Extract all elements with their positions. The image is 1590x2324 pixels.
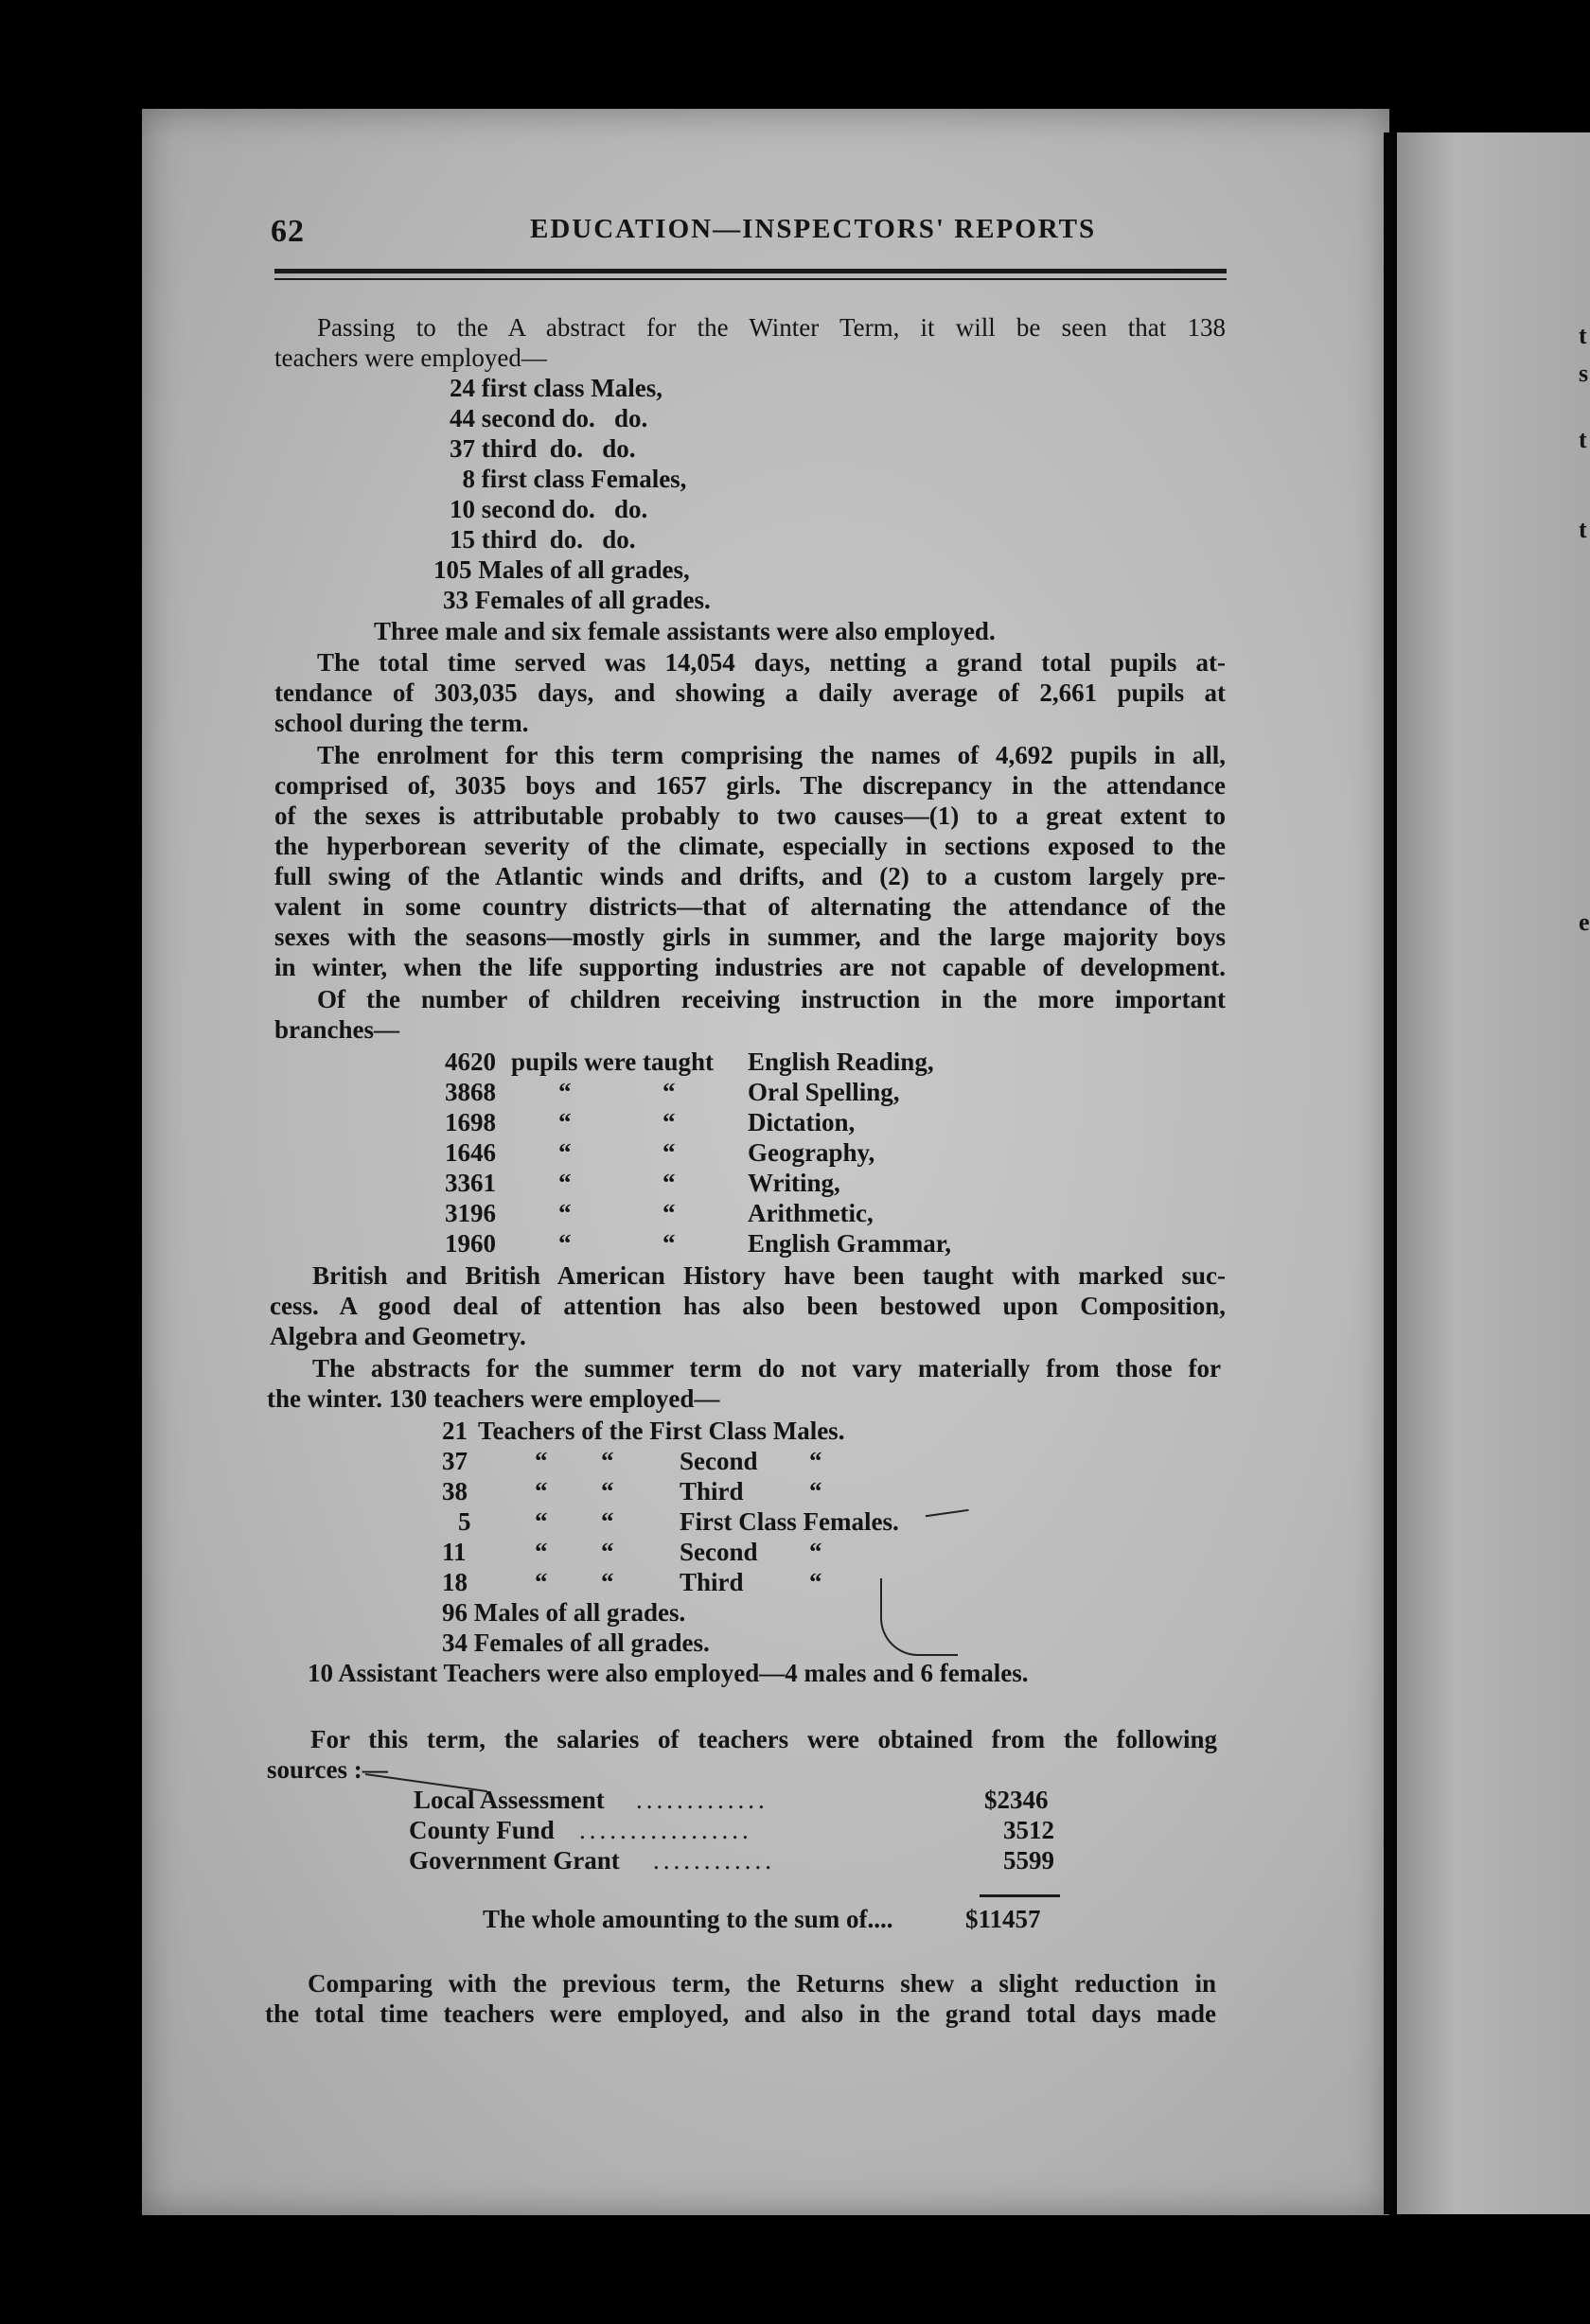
ditto-mark: “ bbox=[662, 1199, 676, 1227]
paragraph-line: comprised of, 3035 boys and 1657 girls. The discrepancy in the attendance bbox=[274, 771, 1226, 800]
ditto-mark: “ bbox=[809, 1477, 822, 1505]
intro-line: teachers were employed— bbox=[274, 343, 547, 372]
ditto-mark: “ bbox=[601, 1447, 614, 1475]
paragraph-line: school during the term. bbox=[274, 709, 529, 737]
adjacent-page-char: s bbox=[1579, 360, 1589, 387]
paragraph-line: British and British American History have been taught with marked suc- bbox=[312, 1261, 1226, 1290]
ditto-mark: “ bbox=[558, 1138, 572, 1167]
ditto-mark: “ bbox=[558, 1229, 572, 1258]
winter-teacher-row: 33 Females of all grades. bbox=[443, 586, 711, 614]
branch-subject: Writing, bbox=[748, 1169, 840, 1197]
winter-teacher-row: 105 Males of all grades, bbox=[433, 555, 690, 584]
header-rule bbox=[274, 269, 1227, 273]
ditto-mark: “ bbox=[809, 1568, 822, 1596]
summer-label: Second bbox=[680, 1538, 758, 1566]
summer-label: First Class Females. bbox=[680, 1507, 899, 1536]
paragraph-line: For this term, the salaries of teachers were obtained from the following bbox=[310, 1725, 1217, 1753]
paragraph-line: in winter, when the life supporting industries are not capable of development. bbox=[274, 953, 1226, 981]
ditto-mark: “ bbox=[601, 1538, 614, 1566]
ditto-mark: “ bbox=[662, 1078, 676, 1106]
branch-subject: Arithmetic, bbox=[748, 1199, 874, 1227]
branch-count: 1646 bbox=[445, 1138, 496, 1167]
paragraph-line: Comparing with the previous term, the Returns shew a slight reduction in bbox=[308, 1969, 1216, 1998]
paragraph-line: The enrolment for this term comprising the names of 4,692 pupils in all, bbox=[317, 741, 1226, 769]
winter-teacher-row: 8 first class Females, bbox=[450, 465, 687, 493]
paragraph-line: the total time teachers were employed, and also in the grand total days made bbox=[265, 1999, 1216, 2028]
paragraph-line: the hyperborean severity of the climate, especially in sections exposed to the bbox=[274, 832, 1226, 860]
adjacent-page-edge bbox=[1397, 132, 1590, 2214]
ditto-mark: “ bbox=[601, 1507, 614, 1536]
summer-label: Third bbox=[680, 1477, 744, 1505]
winter-teacher-row: 15 third do. do. bbox=[450, 525, 636, 554]
summer-count: 11 bbox=[442, 1538, 467, 1566]
summer-total-row: 96 Males of all grades. bbox=[442, 1598, 686, 1627]
branch-subject: English Reading, bbox=[748, 1048, 934, 1076]
ditto-mark: “ bbox=[809, 1447, 822, 1475]
ditto-mark: “ bbox=[558, 1199, 572, 1227]
branch-count: 1698 bbox=[445, 1108, 496, 1136]
adjacent-page-char: t bbox=[1579, 426, 1587, 453]
ditto-mark: “ bbox=[558, 1108, 572, 1136]
ditto-mark: “ bbox=[601, 1477, 614, 1505]
paragraph-line: of the sexes is attributable probably to two causes—(1) to a great extent to bbox=[274, 801, 1226, 830]
salary-amount: $2346 bbox=[984, 1786, 1049, 1814]
summer-label: Teachers of the First Class Males. bbox=[478, 1417, 845, 1445]
branch-count: 3196 bbox=[445, 1199, 496, 1227]
paragraph-line: the winter. 130 teachers were employed— bbox=[267, 1384, 720, 1413]
summer-count: 38 bbox=[442, 1477, 468, 1505]
paragraph-line: The total time served was 14,054 days, netting a grand total pupils at- bbox=[317, 648, 1226, 677]
branch-count: 3361 bbox=[445, 1169, 496, 1197]
branch-subject: English Grammar, bbox=[748, 1229, 952, 1258]
adjacent-page-char: e bbox=[1579, 908, 1590, 936]
salary-total-amount: $11457 bbox=[965, 1905, 1041, 1933]
paragraph-line: Of the number of children receiving instruction in the more important bbox=[317, 985, 1226, 1013]
paragraph-line: full swing of the Atlantic winds and drifts, and (2) to a custom largely pre- bbox=[274, 862, 1226, 890]
intro-line: Passing to the A abstract for the Winter Term, it will be seen that 138 bbox=[317, 313, 1226, 342]
winter-teacher-row: 37 third do. do. bbox=[450, 434, 636, 463]
assistants-winter: Three male and six female assistants were also employed. bbox=[374, 617, 996, 645]
ditto-mark: “ bbox=[662, 1108, 676, 1136]
branch-subject: Geography, bbox=[748, 1138, 875, 1167]
adjacent-page-char: t bbox=[1579, 322, 1587, 349]
salary-amount: 5599 bbox=[1003, 1846, 1054, 1875]
ditto-mark: “ bbox=[558, 1078, 572, 1106]
summer-label: Third bbox=[680, 1568, 744, 1596]
paragraph-line: tendance of 303,035 days, and showing a daily average of 2,661 pupils at bbox=[274, 678, 1226, 707]
ditto-mark: “ bbox=[662, 1138, 676, 1167]
paragraph-line: sources :— bbox=[267, 1755, 388, 1784]
summer-count: 21 bbox=[442, 1417, 468, 1445]
paragraph-line: cess. A good deal of attention has also been bestowed upon Composition, bbox=[270, 1292, 1226, 1320]
leader-dots: ............ bbox=[653, 1846, 775, 1875]
leader-dots: ................. bbox=[579, 1816, 752, 1844]
ditto-mark: “ bbox=[662, 1169, 676, 1197]
header-rule-thin bbox=[274, 278, 1227, 280]
paragraph-line: Algebra and Geometry. bbox=[270, 1322, 526, 1350]
paragraph-line: valent in some country districts—that of alternating the attendance of the bbox=[274, 892, 1226, 921]
leader-dots: ............. bbox=[636, 1786, 768, 1814]
ditto-mark: “ bbox=[535, 1568, 548, 1596]
ditto-mark: “ bbox=[535, 1477, 548, 1505]
ditto-mark: “ bbox=[662, 1229, 676, 1258]
page-number: 62 bbox=[271, 214, 305, 249]
summer-count: 18 bbox=[442, 1568, 468, 1596]
ditto-mark: “ bbox=[535, 1447, 548, 1475]
paragraph-line: branches— bbox=[274, 1015, 400, 1044]
winter-teacher-row: 24 first class Males, bbox=[450, 374, 662, 402]
pen-annotation bbox=[880, 1578, 958, 1656]
book-spine bbox=[1384, 132, 1395, 2214]
summer-count: 37 bbox=[442, 1447, 468, 1475]
winter-teacher-row: 10 second do. do. bbox=[450, 495, 648, 523]
branch-count: 4620 bbox=[445, 1048, 496, 1076]
ditto-mark: “ bbox=[558, 1169, 572, 1197]
ditto-mark: “ bbox=[601, 1568, 614, 1596]
branch-count: 3868 bbox=[445, 1078, 496, 1106]
summer-label: Second bbox=[680, 1447, 758, 1475]
salary-source: County Fund bbox=[409, 1816, 555, 1844]
branch-subject: Dictation, bbox=[748, 1108, 856, 1136]
adjacent-page-char: t bbox=[1579, 516, 1587, 543]
running-head: EDUCATION—INSPECTORS' REPORTS bbox=[530, 214, 1097, 244]
paragraph-line: The abstracts for the summer term do not vary materially from those for bbox=[312, 1354, 1221, 1382]
paragraph-line: sexes with the seasons—mostly girls in summer, and the large majority boys bbox=[274, 923, 1226, 951]
ditto-mark: “ bbox=[809, 1538, 822, 1566]
salary-amount: 3512 bbox=[1003, 1816, 1054, 1844]
salary-source: Local Assessment bbox=[414, 1786, 605, 1814]
summer-total-row: 34 Females of all grades. bbox=[442, 1629, 710, 1657]
branch-subject: Oral Spelling, bbox=[748, 1078, 900, 1106]
summer-count: 5 bbox=[458, 1507, 471, 1536]
sum-rule bbox=[980, 1894, 1060, 1897]
branch-verb: pupils were taught bbox=[511, 1048, 715, 1076]
ditto-mark: “ bbox=[535, 1507, 548, 1536]
assistants-summer: 10 Assistant Teachers were also employed—4 males and 6 females. bbox=[308, 1659, 1029, 1687]
branch-count: 1960 bbox=[445, 1229, 496, 1258]
winter-teacher-row: 44 second do. do. bbox=[450, 404, 648, 432]
salary-total-label: The whole amounting to the sum of.... bbox=[483, 1905, 893, 1933]
ditto-mark: “ bbox=[535, 1538, 548, 1566]
salary-source: Government Grant bbox=[409, 1846, 620, 1875]
